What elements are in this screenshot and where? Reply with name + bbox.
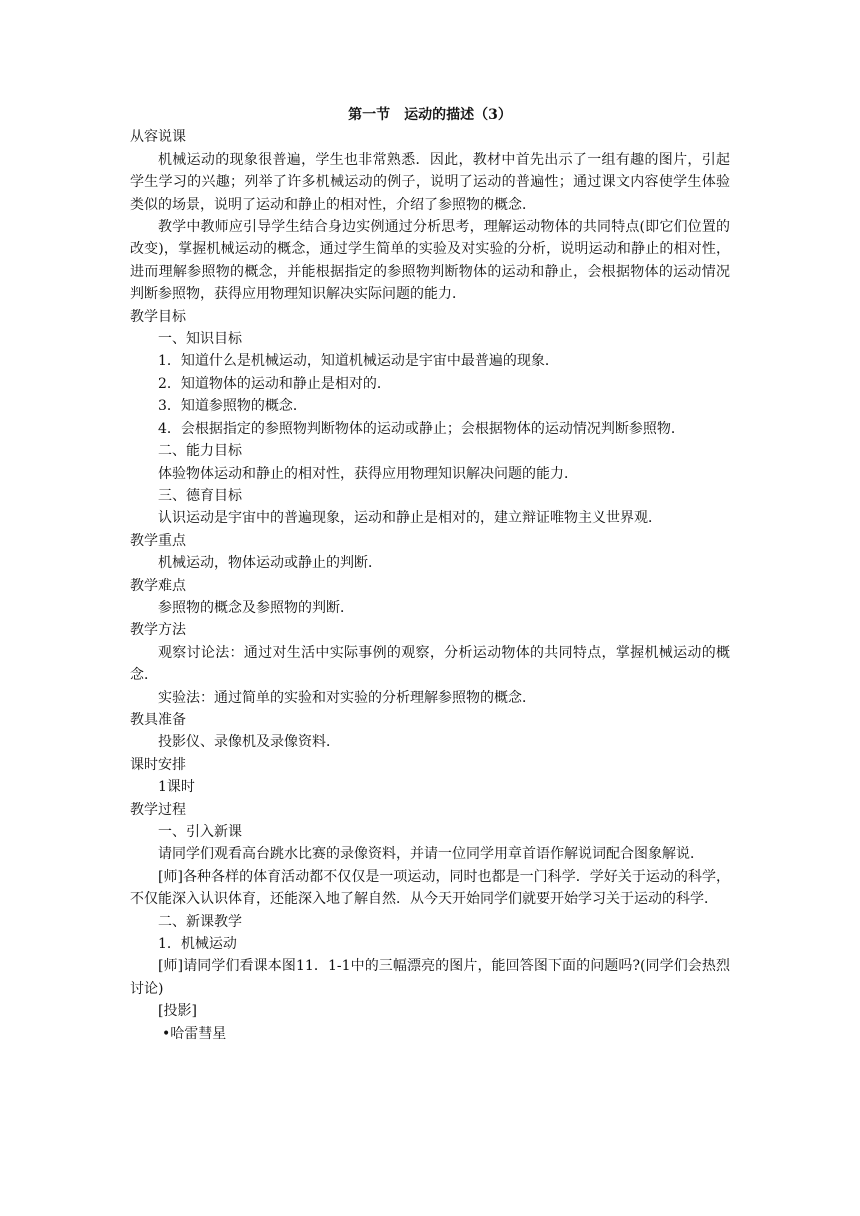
section-heading-objectives: 教学目标	[130, 308, 186, 325]
sub-heading: 一、知识目标	[158, 331, 242, 348]
paragraph: 体验物体运动和静止的相对性，获得应用物理知识解决问题的能力．	[158, 465, 578, 482]
section-heading-methods: 教学方法	[130, 622, 186, 639]
paragraph: 1课时	[158, 779, 195, 796]
section-heading-difficulties: 教学难点	[130, 577, 186, 594]
paragraph: 投影仪、录像机及录像资料．	[158, 734, 340, 751]
paragraph: 参照物的概念及参照物的判断．	[158, 599, 354, 616]
paragraph: 实验法：通过简单的实验和对实验的分析理解参照物的概念．	[158, 689, 536, 706]
paragraph: [师]请同学们看课本图11．1-1中的三幅漂亮的图片，能回答图下面的问题吗?(同学们会热烈讨论)	[130, 958, 730, 997]
sub-heading: 二、新课教学	[158, 913, 242, 930]
sub-heading: 三、德育目标	[158, 487, 242, 504]
section-heading-process: 教学过程	[130, 801, 186, 818]
paragraph: 认识运动是宇宙中的普遍现象，运动和静止是相对的，建立辩证唯物主义世界观．	[158, 510, 662, 527]
paragraph: 教学中教师应引导学生结合身边实例通过分析思考，理解运动物体的共同特点(即它们位置的改变)，掌握机械运动的概念，通过学生简单的实验及对实验的分析，说明运动和静止的相对性，进而理解参照物的概念，并能根据指定的参照物判断物体的运动和静止，会根据物体的运动情况判断参照物，获得应用物理知识解决实际问题的能力．	[130, 219, 730, 303]
paragraph: 观察讨论法：通过对生活中实际事例的观察，分析运动物体的共同特点，掌握机械运动的概念．	[130, 644, 730, 684]
paragraph: 请同学们观看高台跳水比赛的录像资料，并请一位同学用章首语作解说词配合图象解说．	[158, 846, 704, 863]
paragraph: [投影]	[158, 1003, 197, 1020]
list-item: 3．知道参照物的概念．	[158, 398, 307, 415]
document-page	[130, 104, 730, 1045]
sub-heading: 一、引入新课	[158, 824, 242, 840]
section-heading-materials: 教具准备	[130, 711, 186, 728]
bullet-item: •哈雷彗星	[162, 1025, 227, 1042]
paragraph: 机械运动的现象很普遍，学生也非常熟悉．因此，教材中首先出示了一组有趣的图片，引起学生学习的兴趣；列举了许多机械运动的例子，说明了运动的普遍性；通过课文内容使学生体验类似的场景，说明了运动和静止的相对性，介绍了参照物的概念．	[130, 151, 730, 213]
section-heading-key-points: 教学重点	[130, 532, 186, 549]
list-item: 4．会根据指定的参照物判断物体的运动或静止；会根据物体的运动情况判断参照物．	[158, 420, 685, 437]
section-heading-lecture: 从容说课	[130, 129, 186, 146]
list-item: 2．知道物体的运动和静止是相对的．	[158, 375, 391, 392]
section-heading-schedule: 课时安排	[130, 756, 186, 773]
list-item: 1．机械运动	[158, 936, 237, 953]
paragraph: [师]各种各样的体育活动都不仅仅是一项运动，同时也都是一门科学．学好关于运动的科学，不仅能深入认识体育，还能深入地了解自然．从今天开始同学们就要开始学习关于运动的科学．	[130, 868, 730, 908]
list-item: 1．知道什么是机械运动，知道机械运动是宇宙中最普遍的现象．	[158, 353, 559, 370]
paragraph: 机械运动，物体运动或静止的判断．	[158, 555, 382, 572]
page-title: 第一节 运动的描述（3）	[348, 107, 512, 123]
sub-heading: 二、能力目标	[158, 443, 242, 460]
